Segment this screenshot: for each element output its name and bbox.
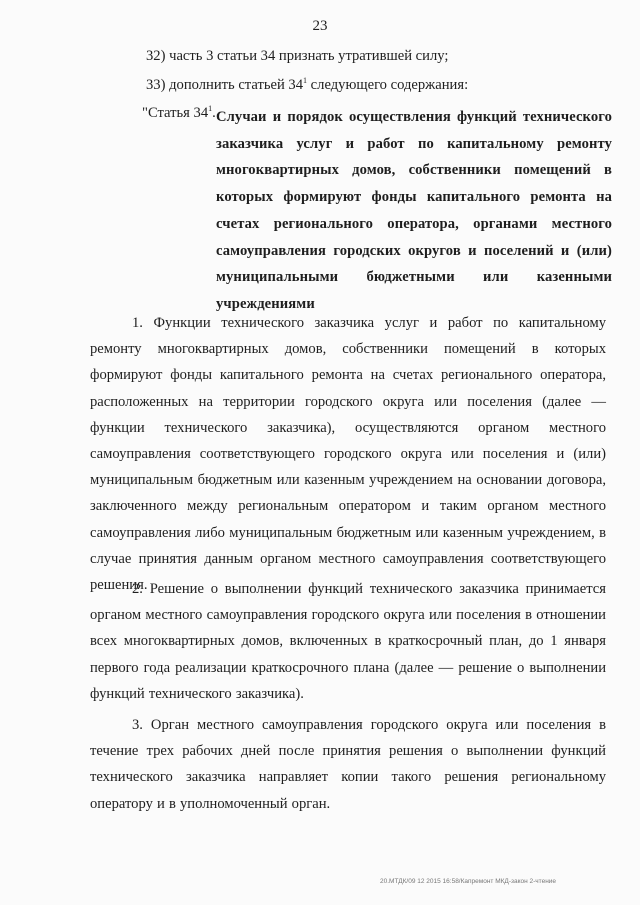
list-item-33-prefix: 33) дополнить статьей 34 <box>146 76 304 93</box>
list-item-33-superscript: 1 <box>303 76 308 85</box>
footer-stamp: 20.МТДК/09 12 2015 16:58/Капремонт МКД-закон 2-чтение <box>380 878 557 885</box>
paragraph-1: 1. Функции технического заказчика услуг и работ по капитальному ремонту многоквартирных домов, собственники помещений в которых формируют фонды капитального ремонта на счетах регионального оператора, расположенных на территории городского округа или поселения (далее — функции технического заказчика), осуществляются органом местного самоуправления соответствующего городского округа или поселения и (или) муниципальным бюджетным или казенным учреждением на основании договора, заключенного между региональным оператором и таким органом местного самоуправления либо муниципальным бюджетным или казенным учреждением, в случае принятия данным органом местного самоуправления соответствующего решения. <box>90 315 606 594</box>
paragraph-3: 3. Орган местного самоуправления городского округа или поселения в течение трех рабочих дней после принятия решения о выполнении функций технического заказчика направляет копии такого решения региональному оператору и в уполномоченный орган. <box>90 717 606 812</box>
article-label-suffix: . <box>212 104 216 121</box>
list-item-33 <box>146 76 468 94</box>
list-item-33-suffix: следующего содержания: <box>307 76 469 93</box>
article-label-superscript: 1 <box>208 104 213 113</box>
paragraph-2: 2. Решение о выполнении функций технического заказчика принимается органом местного самоуправления городского округа или поселения в отношении всех многоквартирных домов, включенных в краткосрочный план, до 1 января первого года реализации краткосрочного плана (далее — решение о выполнении функций технического заказчика). <box>90 581 606 702</box>
page-number: 23 <box>312 18 328 34</box>
article-label <box>142 104 216 122</box>
article-label-prefix: "Статья 34 <box>142 104 209 121</box>
article-heading: Случаи и порядок осуществления функций технического заказчика услуг и работ по капитальному ремонту многоквартирных домов, собственники помещений в которых формируют фонды капитального ремонта на счетах регионального оператора, органами местного самоуправления городских округов и поселений и (или) муниципальными бюджетными или казенными учреждениями <box>216 109 612 312</box>
list-item-32: 32) часть 3 статьи 34 признать утратившей силу; <box>146 48 449 64</box>
